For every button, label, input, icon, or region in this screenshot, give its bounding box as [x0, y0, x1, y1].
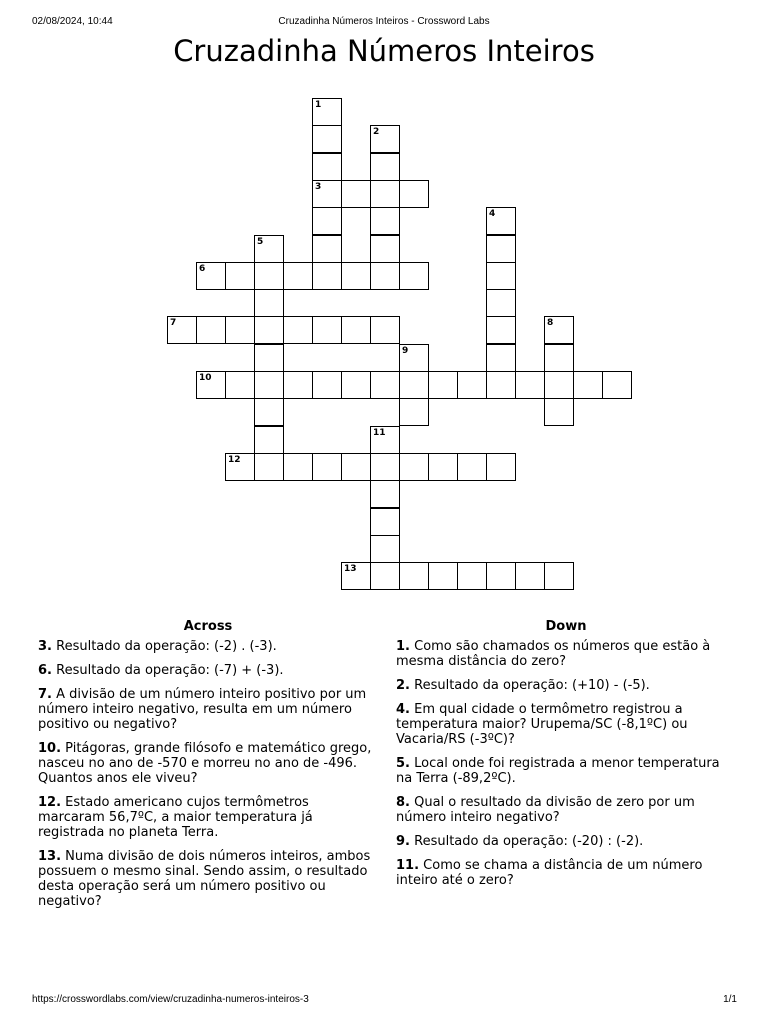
across-heading: Across — [183, 619, 233, 634]
crossword-cell — [486, 562, 516, 590]
clue-number: 13. — [38, 849, 62, 864]
crossword-cell — [312, 262, 342, 290]
clue-number: 12. — [38, 795, 62, 810]
clue-text: Em qual cidade o termômetro registrou a temperatura maior? Urupema/SC (-8,1ºC) ou Vacaria/RS (-3ºC)? — [396, 702, 688, 747]
page-title: Cruzadinha Números Inteiros — [173, 34, 595, 68]
cell-number: 13 — [344, 564, 357, 575]
crossword-cell — [341, 562, 371, 590]
cell-number: 9 — [402, 345, 409, 356]
crossword-cell — [370, 562, 400, 590]
crossword-cell — [341, 371, 371, 399]
crossword-cell — [486, 344, 516, 372]
crossword-cell — [225, 316, 255, 344]
clue-text: Resultado da operação: (-2) . (-3). — [51, 639, 277, 654]
clue-text: Qual o resultado da divisão de zero por um número inteiro negativo? — [396, 795, 695, 825]
cell-number: 8 — [547, 318, 554, 329]
crossword-cell — [399, 262, 429, 290]
crossword-cell — [428, 371, 458, 399]
crossword-cell — [370, 125, 400, 153]
crossword-cell — [312, 180, 342, 208]
cell-number: 11 — [373, 427, 386, 438]
crossword-cell — [544, 398, 574, 426]
crossword-cell — [486, 289, 516, 317]
crossword-cell — [312, 453, 342, 481]
crossword-cell — [486, 235, 516, 263]
clue-number: 2. — [396, 678, 410, 693]
crossword-cell — [283, 262, 313, 290]
crossword-cell — [486, 453, 516, 481]
crossword-cell — [312, 207, 342, 235]
crossword-cell — [283, 316, 313, 344]
clue-number: 1. — [396, 639, 410, 654]
crossword-cell — [515, 371, 545, 399]
across-clue — [38, 741, 378, 786]
crossword-cell — [370, 153, 400, 181]
clue-text: Local onde foi registrada a menor temperatura na Terra (-89,2ºC). — [396, 756, 720, 786]
crossword-cell — [254, 371, 284, 399]
crossword-cell — [254, 426, 284, 454]
down-clue — [396, 834, 736, 849]
crossword-cell — [486, 371, 516, 399]
crossword-cell — [544, 371, 574, 399]
crossword-cell — [399, 180, 429, 208]
clue-text: Como se chama a distância de um número inteiro até o zero? — [396, 858, 703, 888]
crossword-cell — [341, 316, 371, 344]
clue-number: 11. — [396, 858, 420, 873]
crossword-cell — [370, 262, 400, 290]
crossword-cell — [167, 316, 197, 344]
clue-number: 8. — [396, 795, 410, 810]
crossword-cell — [544, 344, 574, 372]
crossword-cell — [457, 371, 487, 399]
clue-number: 10. — [38, 741, 62, 756]
clue-text: A divisão de um número inteiro positivo por um número inteiro negativo, resulta em um número positivo ou negativo? — [38, 687, 367, 732]
crossword-cell — [254, 344, 284, 372]
crossword-cell — [457, 453, 487, 481]
across-clue — [38, 639, 378, 654]
clue-text: Resultado da operação: (-20) : (-2). — [409, 834, 644, 849]
print-page-number: 1/1 — [723, 994, 737, 1005]
crossword-cell — [370, 480, 400, 508]
across-clue — [38, 795, 378, 840]
across-clues — [38, 619, 378, 918]
crossword-cell — [196, 262, 226, 290]
crossword-cell — [312, 235, 342, 263]
across-clue — [38, 687, 378, 732]
crossword-cell — [312, 153, 342, 181]
crossword-cell — [399, 344, 429, 372]
down-clue — [396, 858, 736, 888]
crossword-cell — [399, 371, 429, 399]
cell-number: 7 — [170, 318, 177, 329]
crossword-cell — [370, 371, 400, 399]
clue-number: 9. — [396, 834, 410, 849]
cell-number: 2 — [373, 127, 380, 138]
crossword-cell — [312, 316, 342, 344]
crossword-cell — [312, 125, 342, 153]
crossword-cell — [196, 371, 226, 399]
clue-number: 4. — [396, 702, 410, 717]
crossword-cell — [283, 371, 313, 399]
across-clue — [38, 663, 378, 678]
clue-number: 6. — [38, 663, 52, 678]
crossword-cell — [486, 316, 516, 344]
crossword-cell — [225, 371, 255, 399]
crossword-cell — [370, 235, 400, 263]
down-clues — [396, 619, 736, 897]
crossword-cell — [486, 207, 516, 235]
down-clue — [396, 756, 736, 786]
crossword-cell — [254, 316, 284, 344]
crossword-cell — [254, 453, 284, 481]
down-heading: Down — [545, 619, 587, 634]
crossword-cell — [225, 453, 255, 481]
crossword-cell — [370, 508, 400, 536]
print-datetime: 02/08/2024, 10:44 — [32, 16, 113, 27]
clue-text: Estado americano cujos termômetros marcaram 56,7ºC, a maior temperatura já registrada no planeta Terra. — [38, 795, 313, 840]
clue-text: Pitágoras, grande filósofo e matemático grego, nasceu no ano de -570 e morreu no ano de -496. Quantos anos ele viveu? — [38, 741, 372, 786]
crossword-cell — [341, 180, 371, 208]
crossword-cell — [370, 180, 400, 208]
crossword-cell — [399, 562, 429, 590]
clue-text: Resultado da operação: (+10) - (-5). — [409, 678, 650, 693]
cell-number: 1 — [315, 100, 322, 110]
crossword-cell — [254, 262, 284, 290]
crossword-cell — [283, 453, 313, 481]
cell-number: 3 — [315, 181, 322, 192]
clue-text: Como são chamados os números que estão à mesma distância do zero? — [396, 639, 711, 669]
crossword-cell — [370, 453, 400, 481]
crossword-cell — [370, 207, 400, 235]
crossword-cell — [312, 98, 342, 126]
crossword-cell — [428, 562, 458, 590]
clue-text: Resultado da operação: (-7) + (-3). — [51, 663, 284, 678]
crossword-cell — [370, 426, 400, 454]
clue-number: 3. — [38, 639, 52, 654]
crossword-cell — [196, 316, 226, 344]
cell-number: 5 — [257, 236, 264, 247]
crossword-cell — [602, 371, 632, 399]
print-page-title: Cruzadinha Números Inteiros - Crossword Labs — [278, 16, 490, 27]
crossword-cell — [341, 453, 371, 481]
crossword-cell — [399, 398, 429, 426]
cell-number: 10 — [199, 373, 212, 383]
down-clue — [396, 702, 736, 747]
crossword-cell — [370, 535, 400, 563]
clue-number: 7. — [38, 687, 52, 702]
crossword-cell — [254, 289, 284, 317]
cell-number: 4 — [489, 209, 496, 220]
crossword-cell — [428, 453, 458, 481]
cell-number: 6 — [199, 263, 206, 274]
print-url: https://crosswordlabs.com/view/cruzadinha-numeros-inteiros-3 — [32, 994, 309, 1005]
crossword-cell — [225, 262, 255, 290]
across-clue — [38, 849, 378, 909]
crossword-cell — [254, 235, 284, 263]
down-clue — [396, 795, 736, 825]
cell-number: 12 — [228, 454, 241, 465]
crossword-cell — [341, 262, 371, 290]
clue-number: 5. — [396, 756, 410, 771]
crossword-cell — [544, 316, 574, 344]
crossword-cell — [312, 371, 342, 399]
crossword-cell — [370, 316, 400, 344]
crossword-cell — [457, 562, 487, 590]
crossword-cell — [515, 562, 545, 590]
crossword-cell — [399, 453, 429, 481]
clue-text: Numa divisão de dois números inteiros, ambos possuem o mesmo sinal. Sendo assim, o resultado desta operação será um número positivo ou negativo? — [38, 849, 371, 909]
down-clue — [396, 639, 736, 669]
crossword-cell — [544, 562, 574, 590]
crossword-cell — [573, 371, 603, 399]
crossword-cell — [254, 398, 284, 426]
crossword-cell — [486, 262, 516, 290]
down-clue — [396, 678, 736, 693]
